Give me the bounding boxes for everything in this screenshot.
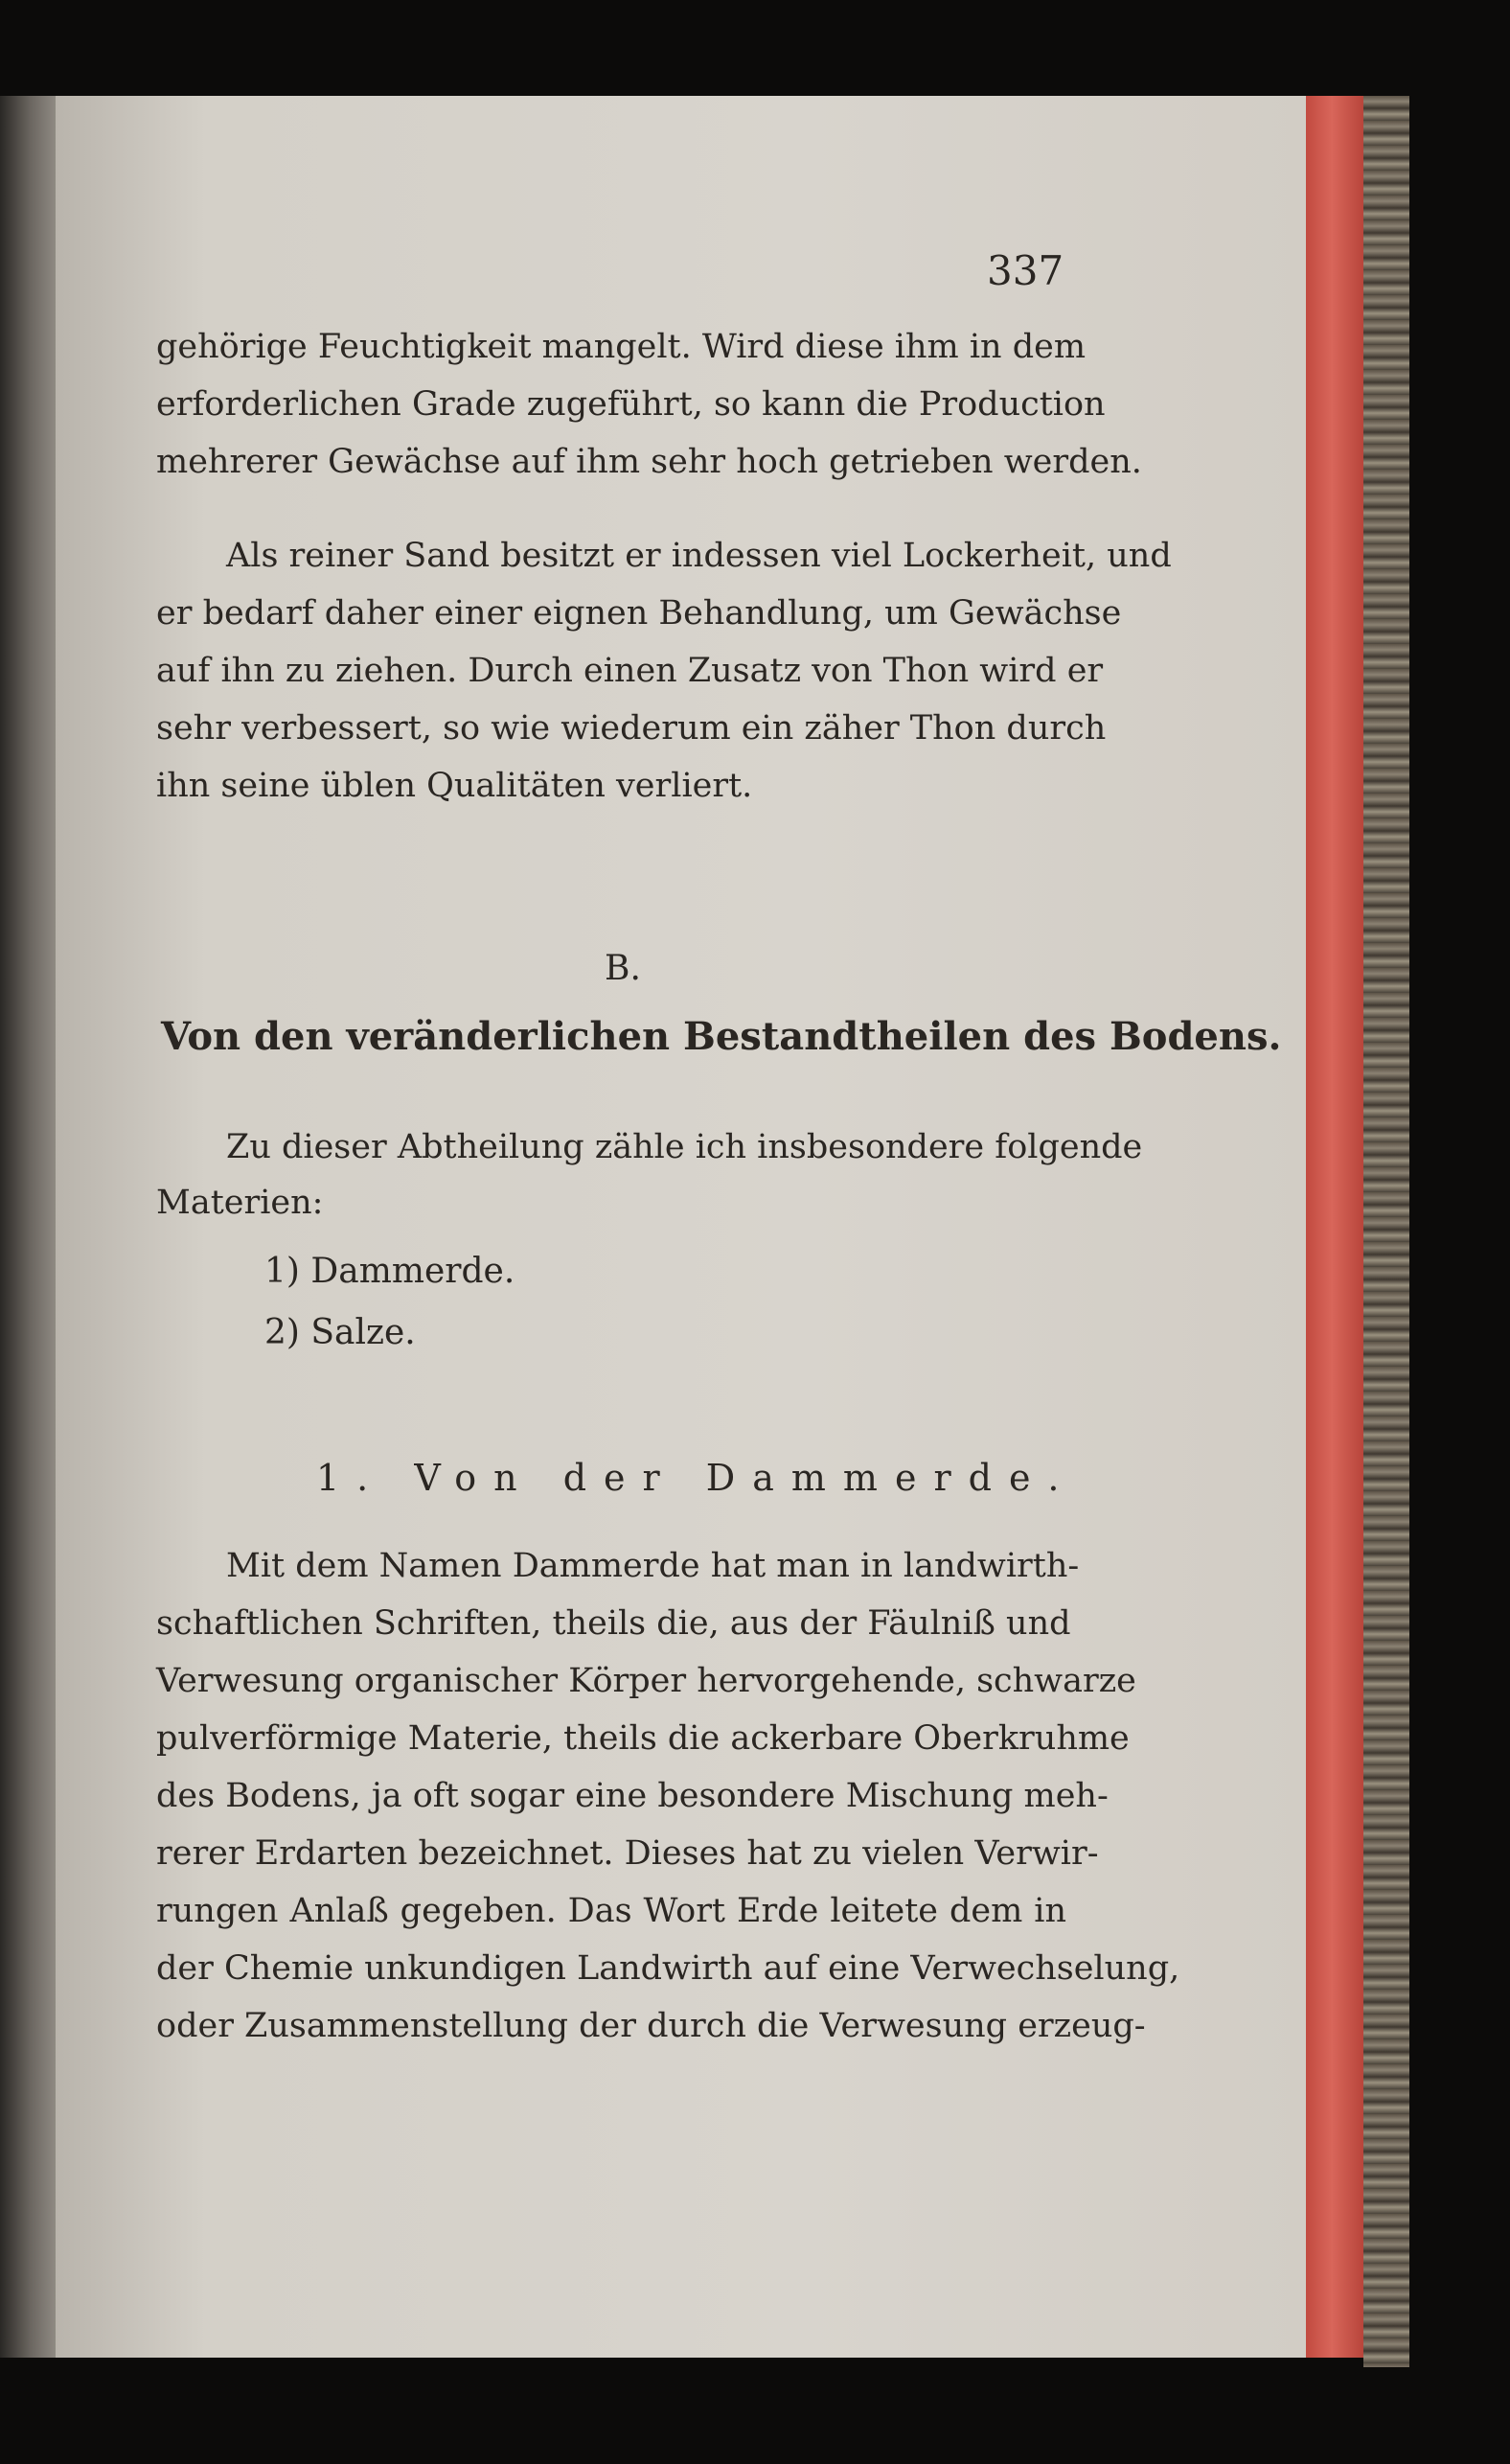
section-title: Von den veränderlichen Bestandtheilen des Bodens. <box>161 1014 1282 1059</box>
paragraph4-line1: Mit dem Namen Dammerde hat man in landwirth- <box>226 1547 1080 1585</box>
paragraph4-line9: oder Zusammenstellung der durch die Verwesung erzeug- <box>156 2007 1146 2045</box>
paragraph2-line5: ihn seine üblen Qualitäten verliert. <box>156 767 753 805</box>
paragraph1-line2: erforderlichen Grade zugeführt, so kann die Production <box>156 385 1106 424</box>
paragraph4-line2: schaftlichen Schriften, theils die, aus der Fäulniß und <box>156 1604 1071 1643</box>
section-letter: B. <box>605 949 641 988</box>
paragraph2-line1: Als reiner Sand besitzt er indessen viel Lockerheit, und <box>226 537 1172 575</box>
paragraph4-line5: des Bodens, ja oft sogar eine besondere Mischung meh- <box>156 1777 1109 1815</box>
list-item-salze: 2) Salze. <box>264 1313 416 1352</box>
paragraph1-line3: mehrerer Gewächse auf ihm sehr hoch getrieben werden. <box>156 443 1142 481</box>
sub-heading: 1. Von der Dammerde. <box>316 1457 1077 1499</box>
paragraph2-line4: sehr verbessert, so wie wiederum ein zäher Thon durch <box>156 709 1107 748</box>
page-number: 337 <box>987 247 1064 294</box>
paragraph4-line4: pulverförmige Materie, theils die ackerbare Oberkruhme <box>156 1719 1130 1758</box>
paragraph4-line6: rerer Erdarten bezeichnet. Dieses hat zu vielen Verwir- <box>156 1834 1099 1873</box>
paragraph3-line2: Materien: <box>156 1184 324 1222</box>
paragraph4-line3: Verwesung organischer Körper hervorgehende, schwarze <box>156 1662 1136 1700</box>
paragraph3-line1: Zu dieser Abtheilung zähle ich insbesondere folgende <box>226 1128 1143 1166</box>
list-item-dammerde: 1) Dammerde. <box>264 1252 515 1291</box>
paragraph4-line8: der Chemie unkundigen Landwirth auf eine Verwechselung, <box>156 1949 1180 1988</box>
paragraph4-line7: rungen Anlaß gegeben. Das Wort Erde leitete dem in <box>156 1892 1066 1930</box>
paragraph2-line3: auf ihn zu ziehen. Durch einen Zusatz von Thon wird er <box>156 652 1104 690</box>
paragraph1-line1: gehörige Feuchtigkeit mangelt. Wird diese ihm in dem <box>156 328 1087 366</box>
paragraph2-line2: er bedarf daher einer eignen Behandlung, um Gewächse <box>156 594 1122 633</box>
